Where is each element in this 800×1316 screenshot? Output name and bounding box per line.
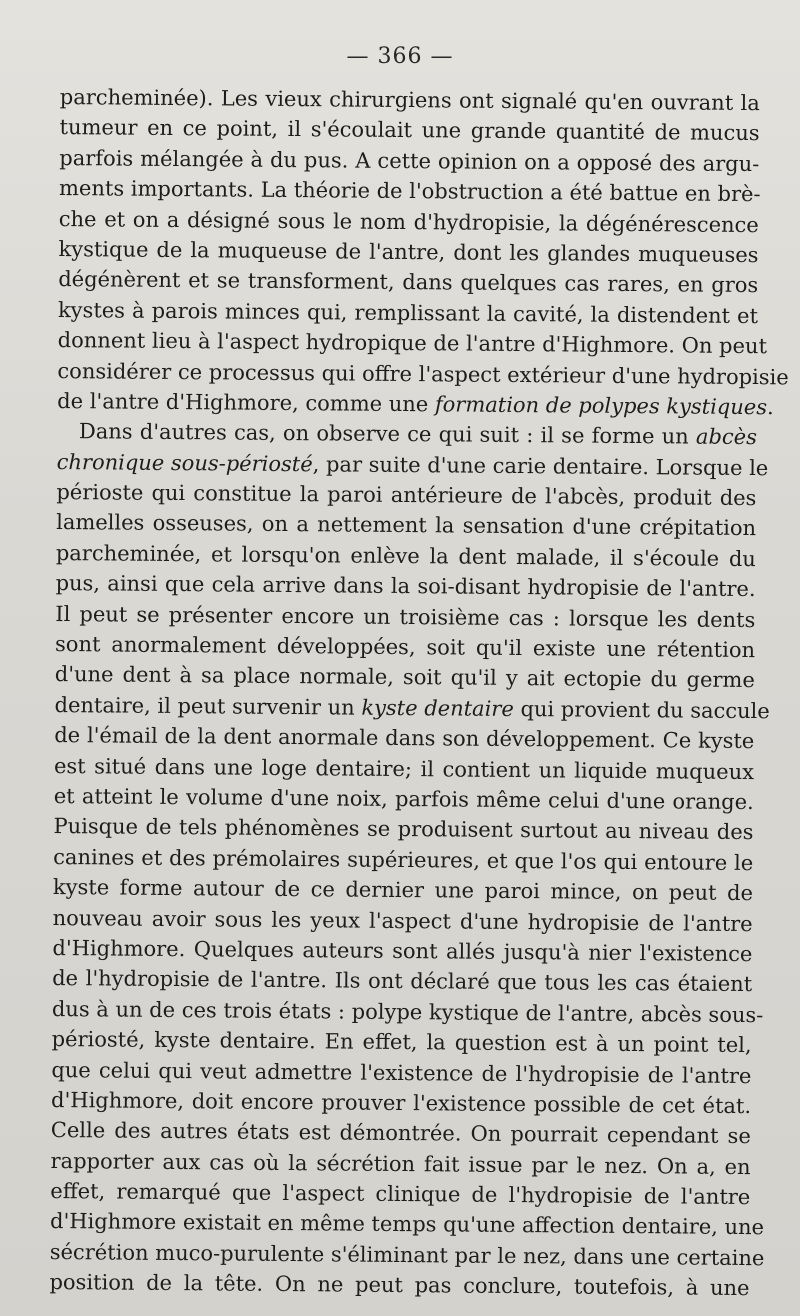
italic-text-run: formation de polypes kystiques: [434, 392, 768, 420]
text-run: Il peut se présenter encore un troisième cas : lorsque les dents: [55, 601, 756, 632]
text-run: périoste qui constitue la paroi antérieure de l'abcès, produit des: [56, 480, 757, 511]
text-run: .: [766, 395, 774, 420]
text-run: périosté, kyste dentaire. En effet, la question est à un point tel,: [51, 1027, 752, 1058]
text-run: que celui qui veut admettre l'existence de l'hydropisie de l'antre: [51, 1057, 752, 1088]
text-run: dentaire, il peut survenir un: [54, 692, 362, 720]
text-run: parfois mélangée à du pus. A cette opinion on a opposé des argu-: [59, 145, 760, 176]
text-run: kystes à parois minces qui, remplissant la cavité, la distendent et: [57, 297, 759, 328]
text-run: d'Highmore existait en même temps qu'une affection dentaire, une: [49, 1209, 765, 1240]
text-run: , par suite d'une carie dentaire. Lorsque le: [312, 451, 769, 480]
text-run: de l'antre d'Highmore, comme une: [57, 388, 436, 417]
page-number: — 366 —: [346, 44, 454, 69]
text-run: est situé dans une loge dentaire; il contient un liquide muqueux: [53, 753, 755, 784]
italic-text-run: abcès: [695, 424, 758, 450]
text-run: canines et des prémolaires supérieures, et que l'os qui entoure le: [53, 844, 754, 875]
text-run: ments importants. La théorie de l'obstruction a été battue en brè-: [58, 176, 761, 207]
text-run: nouveau avoir sous les yeux l'aspect d'une hydropisie de l'antre: [52, 905, 753, 936]
text-run: parcheminée, et lorsqu'on enlève la dent malade, il s'écoule du: [55, 540, 756, 571]
text-run: parcheminée). Les vieux chirurgiens ont signalé qu'en ouvrant la: [59, 84, 760, 116]
text-run: pus, ainsi que cela arrive dans la soi-disant hydropisie de l'antre.: [55, 571, 756, 602]
text-run: Puisque de tels phénomènes se produisent surtout au niveau des: [53, 814, 754, 845]
text-run: considérer ce processus qui offre l'aspect extérieur d'une hydropisie: [57, 358, 789, 389]
text-run: dégénèrent et se transforment, dans quelques cas rares, en gros: [58, 267, 759, 298]
text-run: rapporter aux cas où la sécrétion fait issue par le nez. On a, en: [50, 1148, 751, 1179]
italic-text-run: chronique sous-périosté: [56, 449, 313, 476]
text-run: de l'hydropisie de l'antre. Ils ont déclaré que tous les cas étaient: [52, 966, 753, 997]
text-line: [49, 1267, 749, 1303]
text-run: tumeur en ce point, il s'écoulait une grande quantité de mucus: [59, 115, 760, 146]
text-run: kyste forme autour de ce dernier une paroi mince, on peut de: [52, 875, 754, 906]
italic-text-run: kyste dentaire: [361, 695, 514, 721]
text-run: d'une dent à sa place normale, soit qu'il y ait ectopie du germe: [54, 662, 755, 693]
body-text: [49, 82, 789, 1304]
text-run: donnent lieu à l'aspect hydropique de l'antre d'Highmore. On peut: [57, 328, 768, 359]
text-run: position de la tête. On ne peut pas conclure, toutefois, à une: [49, 1270, 750, 1301]
text-run: lamelles osseuses, on a nettement la sensation d'une crépitation: [56, 510, 757, 541]
text-run: kystique de la muqueuse de l'antre, dont les glandes muqueuses: [58, 236, 759, 268]
text-run: sécrétion muco-purulente s'éliminant par le nez, dans une certaine: [49, 1239, 765, 1271]
text-run: d'Highmore, doit encore prouver l'existence possible de cet état.: [51, 1087, 752, 1118]
text-run: che et on a désigné sous le nom d'hydropisie, la dégénérescence: [58, 206, 759, 237]
text-run: qui provient du saccule: [513, 696, 770, 724]
text-run: de l'émail de la dent anormale dans son développement. Ce kyste: [54, 723, 755, 754]
text-run: Celle des autres états est démontrée. On pourrait cependant se: [50, 1118, 751, 1149]
text-run: Dans d'autres cas, on observe ce qui suit : il se forme un: [78, 419, 697, 449]
text-run: sont anormalement développées, soit qu'il existe une rétention: [54, 632, 756, 663]
text-run: dus à un de ces trois états : polype kystique de l'antre, abcès sous-: [51, 996, 764, 1027]
text-run: d'Highmore. Quelques auteurs sont allés jusqu'à nier l'existence: [52, 935, 753, 967]
text-run: effet, remarqué que l'aspect clinique de l'hydropisie de l'antre: [50, 1179, 751, 1210]
text-run: et atteint le volume d'une noix, parfois même celui d'une orange.: [53, 783, 754, 815]
